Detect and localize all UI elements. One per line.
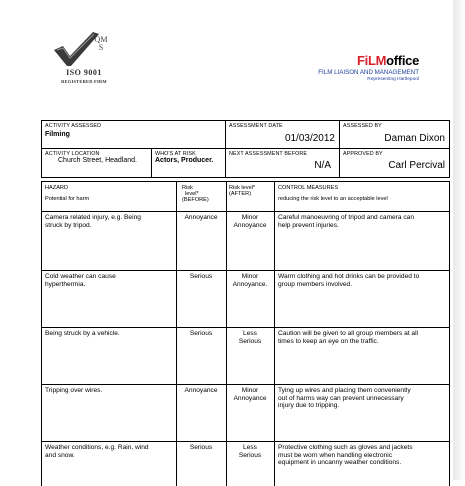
assessment-date-cell — [226, 121, 340, 149]
risk-before-cell: Annoyance — [184, 214, 218, 221]
hazard-line: Weather conditions, e.g. Rain, wind — [45, 444, 149, 451]
control-line: help prevent injuries. — [278, 221, 339, 229]
hazard-line: Being struck by a vehicle. — [45, 330, 120, 337]
hazard-cell — [45, 444, 149, 459]
brand-subtitle: FILM LIAISON AND MANAGEMENT — [318, 69, 419, 76]
risk-after-line: Less — [243, 444, 257, 451]
control-line: injury due to tripping. — [278, 402, 340, 410]
control-line: Warm clothing and hot drinks can be provided to — [278, 273, 420, 280]
risk-before-cell: Serious — [189, 330, 213, 337]
risk-after-line: Annoyance — [233, 221, 267, 229]
iso-9001-logo — [49, 30, 119, 88]
risk-after-cell — [226, 387, 274, 402]
risk-after-line-2: (AFTER) — [229, 191, 252, 198]
control-measures-cell — [278, 444, 413, 467]
hazard-cell — [45, 214, 141, 229]
hazard-header-title: HAZARD — [45, 185, 68, 191]
assessed-by-value: Daman Dixon — [384, 133, 445, 144]
control-measures-cell — [278, 273, 419, 288]
hazard-line: Cold weather can cause — [45, 273, 116, 280]
activity-location-cell — [42, 149, 152, 177]
risk-before-cell: Annoyance — [184, 387, 218, 394]
control-measures-cell — [278, 330, 418, 345]
qms-line-1: QM — [94, 35, 108, 44]
row-divider — [42, 211, 449, 212]
row-divider — [42, 270, 449, 271]
control-line: Careful manoeuvring of tripod and camera can — [278, 214, 414, 221]
activity-assessed-label: ACTIVITY ASSESSED — [45, 123, 102, 129]
control-line: Tying up wires and placing them conveniently — [278, 387, 411, 394]
control-measures-subtitle: reducing the risk level to an acceptable level — [278, 196, 388, 203]
whos-at-risk-value: Actors, Producer. — [155, 157, 214, 164]
assessment-header-table — [41, 120, 450, 178]
activity-assessed-cell — [42, 121, 226, 149]
risk-after-column-header — [229, 185, 255, 197]
control-line: out of harms way can prevent unnecessary — [278, 394, 404, 402]
activity-location-label: ACTIVITY LOCATION — [45, 151, 100, 157]
control-line: Protective clothing such as gloves and jackets — [278, 444, 413, 451]
risk-before-cell: Serious — [189, 444, 213, 451]
risk-after-line: Annoyance. — [232, 280, 268, 288]
control-measures-column-header — [278, 185, 388, 202]
risk-after-line: Minor — [241, 387, 259, 394]
next-assessment-cell — [226, 149, 340, 177]
risk-after-line-1: Risk level* — [229, 185, 256, 191]
brand-tagline: Representing Hartlepool — [367, 77, 419, 82]
risk-after-line: Less — [243, 330, 257, 337]
next-assessment-value: N/A — [314, 160, 331, 171]
risk-before-column-header — [182, 185, 209, 204]
activity-location-value: Church Street, Headland. — [58, 157, 137, 164]
risk-after-line: Minor — [241, 273, 259, 280]
hazard-line: hyperthermia. — [45, 280, 86, 288]
control-measures-cell — [278, 387, 411, 410]
control-measures-title: CONTROL MEASURES — [278, 185, 339, 191]
risk-after-cell — [226, 444, 274, 459]
risk-after-cell — [226, 214, 274, 229]
risk-after-cell — [226, 273, 274, 288]
risk-before-line-1: Risk — [182, 185, 193, 191]
iso-subtitle: REGISTERED FIRM — [61, 79, 107, 84]
hazard-line: and snow. — [45, 451, 75, 459]
hazard-cell — [45, 387, 102, 395]
assessed-by-label: ASSESSED BY — [343, 123, 382, 129]
risk-assessment-table — [41, 181, 450, 486]
risk-after-line: Annoyance — [233, 394, 267, 402]
brand-name — [318, 53, 419, 68]
hazard-cell — [45, 273, 116, 288]
qms-line-2: S — [98, 43, 104, 52]
whos-at-risk-label: WHO'S AT RISK — [155, 151, 196, 157]
qms-label — [89, 36, 113, 52]
activity-assessed-value: Filming — [45, 131, 70, 138]
control-line: equipment in uncanny weather conditions. — [278, 459, 402, 467]
control-line: times to keep an eye on the traffic. — [278, 337, 379, 345]
hazard-line: Camera related injury, e.g. Being — [45, 214, 141, 221]
assessed-by-cell — [340, 121, 449, 149]
control-line: must be worn when handling electronic — [278, 451, 392, 459]
whos-at-risk-cell — [152, 149, 226, 177]
control-measures-cell — [278, 214, 414, 229]
risk-after-line: Serious — [238, 337, 262, 345]
brand-name-black: office — [386, 53, 419, 68]
risk-before-line-3: (BEFORE) — [182, 197, 209, 204]
approved-by-label: APPROVED BY — [343, 151, 383, 157]
hazard-column-header — [45, 185, 89, 202]
risk-before-line-2: level* — [185, 191, 199, 198]
risk-after-cell — [226, 330, 274, 345]
page-edge-shadow — [453, 0, 465, 480]
risk-after-line: Minor — [241, 214, 259, 221]
hazard-header-subtitle: Potential for harm — [45, 196, 90, 203]
approved-by-value: Carl Percival — [388, 160, 445, 171]
assessment-date-value: 01/03/2012 — [284, 133, 335, 144]
hazard-line: struck by tripod. — [45, 221, 92, 229]
control-line: Caution will be given to all group members at all — [278, 330, 419, 337]
approved-by-cell — [340, 149, 449, 177]
film-office-brand — [318, 53, 419, 82]
risk-after-line: Serious — [238, 451, 262, 459]
assessment-date-label: ASSESSMENT DATE — [229, 123, 283, 129]
row-divider — [42, 441, 449, 442]
row-divider — [42, 384, 449, 385]
hazard-line: Tripping over wires. — [45, 387, 103, 394]
next-assessment-label: NEXT ASSESSMENT BEFORE — [229, 151, 308, 157]
iso-title: ISO 9001 — [66, 68, 102, 77]
brand-name-red: FiLM — [357, 53, 387, 68]
row-divider — [42, 327, 449, 328]
risk-before-cell: Serious — [189, 273, 213, 280]
control-line: group members involved. — [278, 280, 353, 288]
hazard-cell — [45, 330, 120, 338]
